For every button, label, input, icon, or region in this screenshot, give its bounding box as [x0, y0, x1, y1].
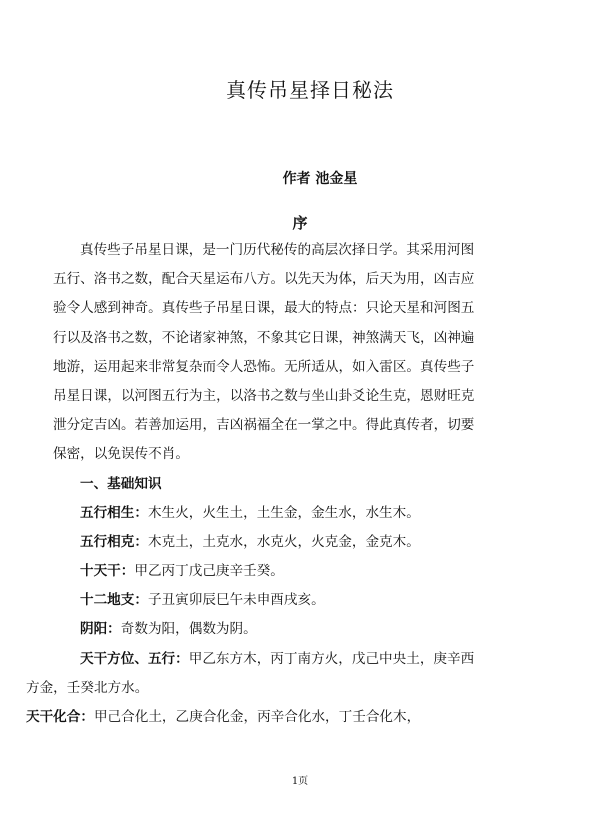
document-body: [26, 236, 483, 732]
list-item: [53, 586, 483, 615]
list-item-continuation: 方金，壬癸北方水。: [26, 679, 149, 696]
item-label: 天干方位、五行：: [80, 650, 189, 667]
preface-heading: 序: [292, 214, 308, 232]
list-item: [26, 703, 483, 732]
item-label: 五行相生：: [80, 504, 148, 521]
paragraph-line: 吊星日课，以河图五行为主，以洛书之数与坐山卦爻论生克，恩财旺克: [53, 387, 475, 404]
item-text: 子丑寅卯辰巳午未申酉戌亥。: [147, 592, 325, 609]
item-label: 阴阳：: [80, 621, 121, 638]
list-item: [53, 528, 483, 557]
paragraph-line: 验令人感到神奇。真传些子吊星日课，最大的特点：只论天星和河图五: [53, 300, 475, 317]
item-text: 木克土，土克水，水克火，火克金，金克木。: [147, 533, 420, 550]
paragraph-line: 地游，运用起来非常复杂而令人恐怖。无所适从，如入雷区。真传些子: [53, 358, 475, 375]
item-text: 甲乙丙丁戊己庚辛壬癸。: [134, 563, 284, 580]
page-number: 1页: [291, 776, 309, 787]
item-label: 十二地支：: [80, 592, 148, 609]
item-label: 十天干：: [80, 563, 135, 580]
item-text: 奇数为阳，偶数为阴。: [120, 621, 257, 638]
list-item: [53, 615, 483, 644]
item-text: 甲乙东方木，丙丁南方火，戊己中央土，庚辛西: [188, 650, 475, 667]
item-text: 木生火，火生土，土生金，金生水，水生木。: [147, 504, 420, 521]
item-text: 甲己合化土，乙庚合化金，丙辛合化水，丁壬合化木，: [93, 709, 421, 725]
section-heading: 一、基础知识: [80, 475, 162, 492]
list-item: [53, 499, 483, 528]
paragraph-line: 行以及洛书之数，不论诸家神煞，不象其它日课，神煞满天飞，凶神遍: [53, 329, 475, 346]
paragraph-line: 保密，以免误传不肖。: [53, 446, 189, 463]
item-label: 天干化合：: [26, 709, 94, 725]
list-item: [53, 557, 483, 586]
author-line: 作者 池金星: [282, 171, 358, 187]
paragraph-line: 泄分定吉凶。若善加运用，吉凶祸福全在一掌之中。得此真传者，切要: [53, 417, 475, 434]
paragraph-line: 真传些子吊星日课，是一门历代秘传的高层次择日学。其采用河图: [80, 242, 475, 258]
paragraph-line: 五行、洛书之数，配合天星运布八方。以先天为体，后天为用，凶吉应: [53, 271, 475, 288]
list-item: [53, 645, 483, 674]
item-label: 五行相克：: [80, 533, 148, 550]
page-title: 真传吊星择日秘法: [226, 78, 394, 102]
